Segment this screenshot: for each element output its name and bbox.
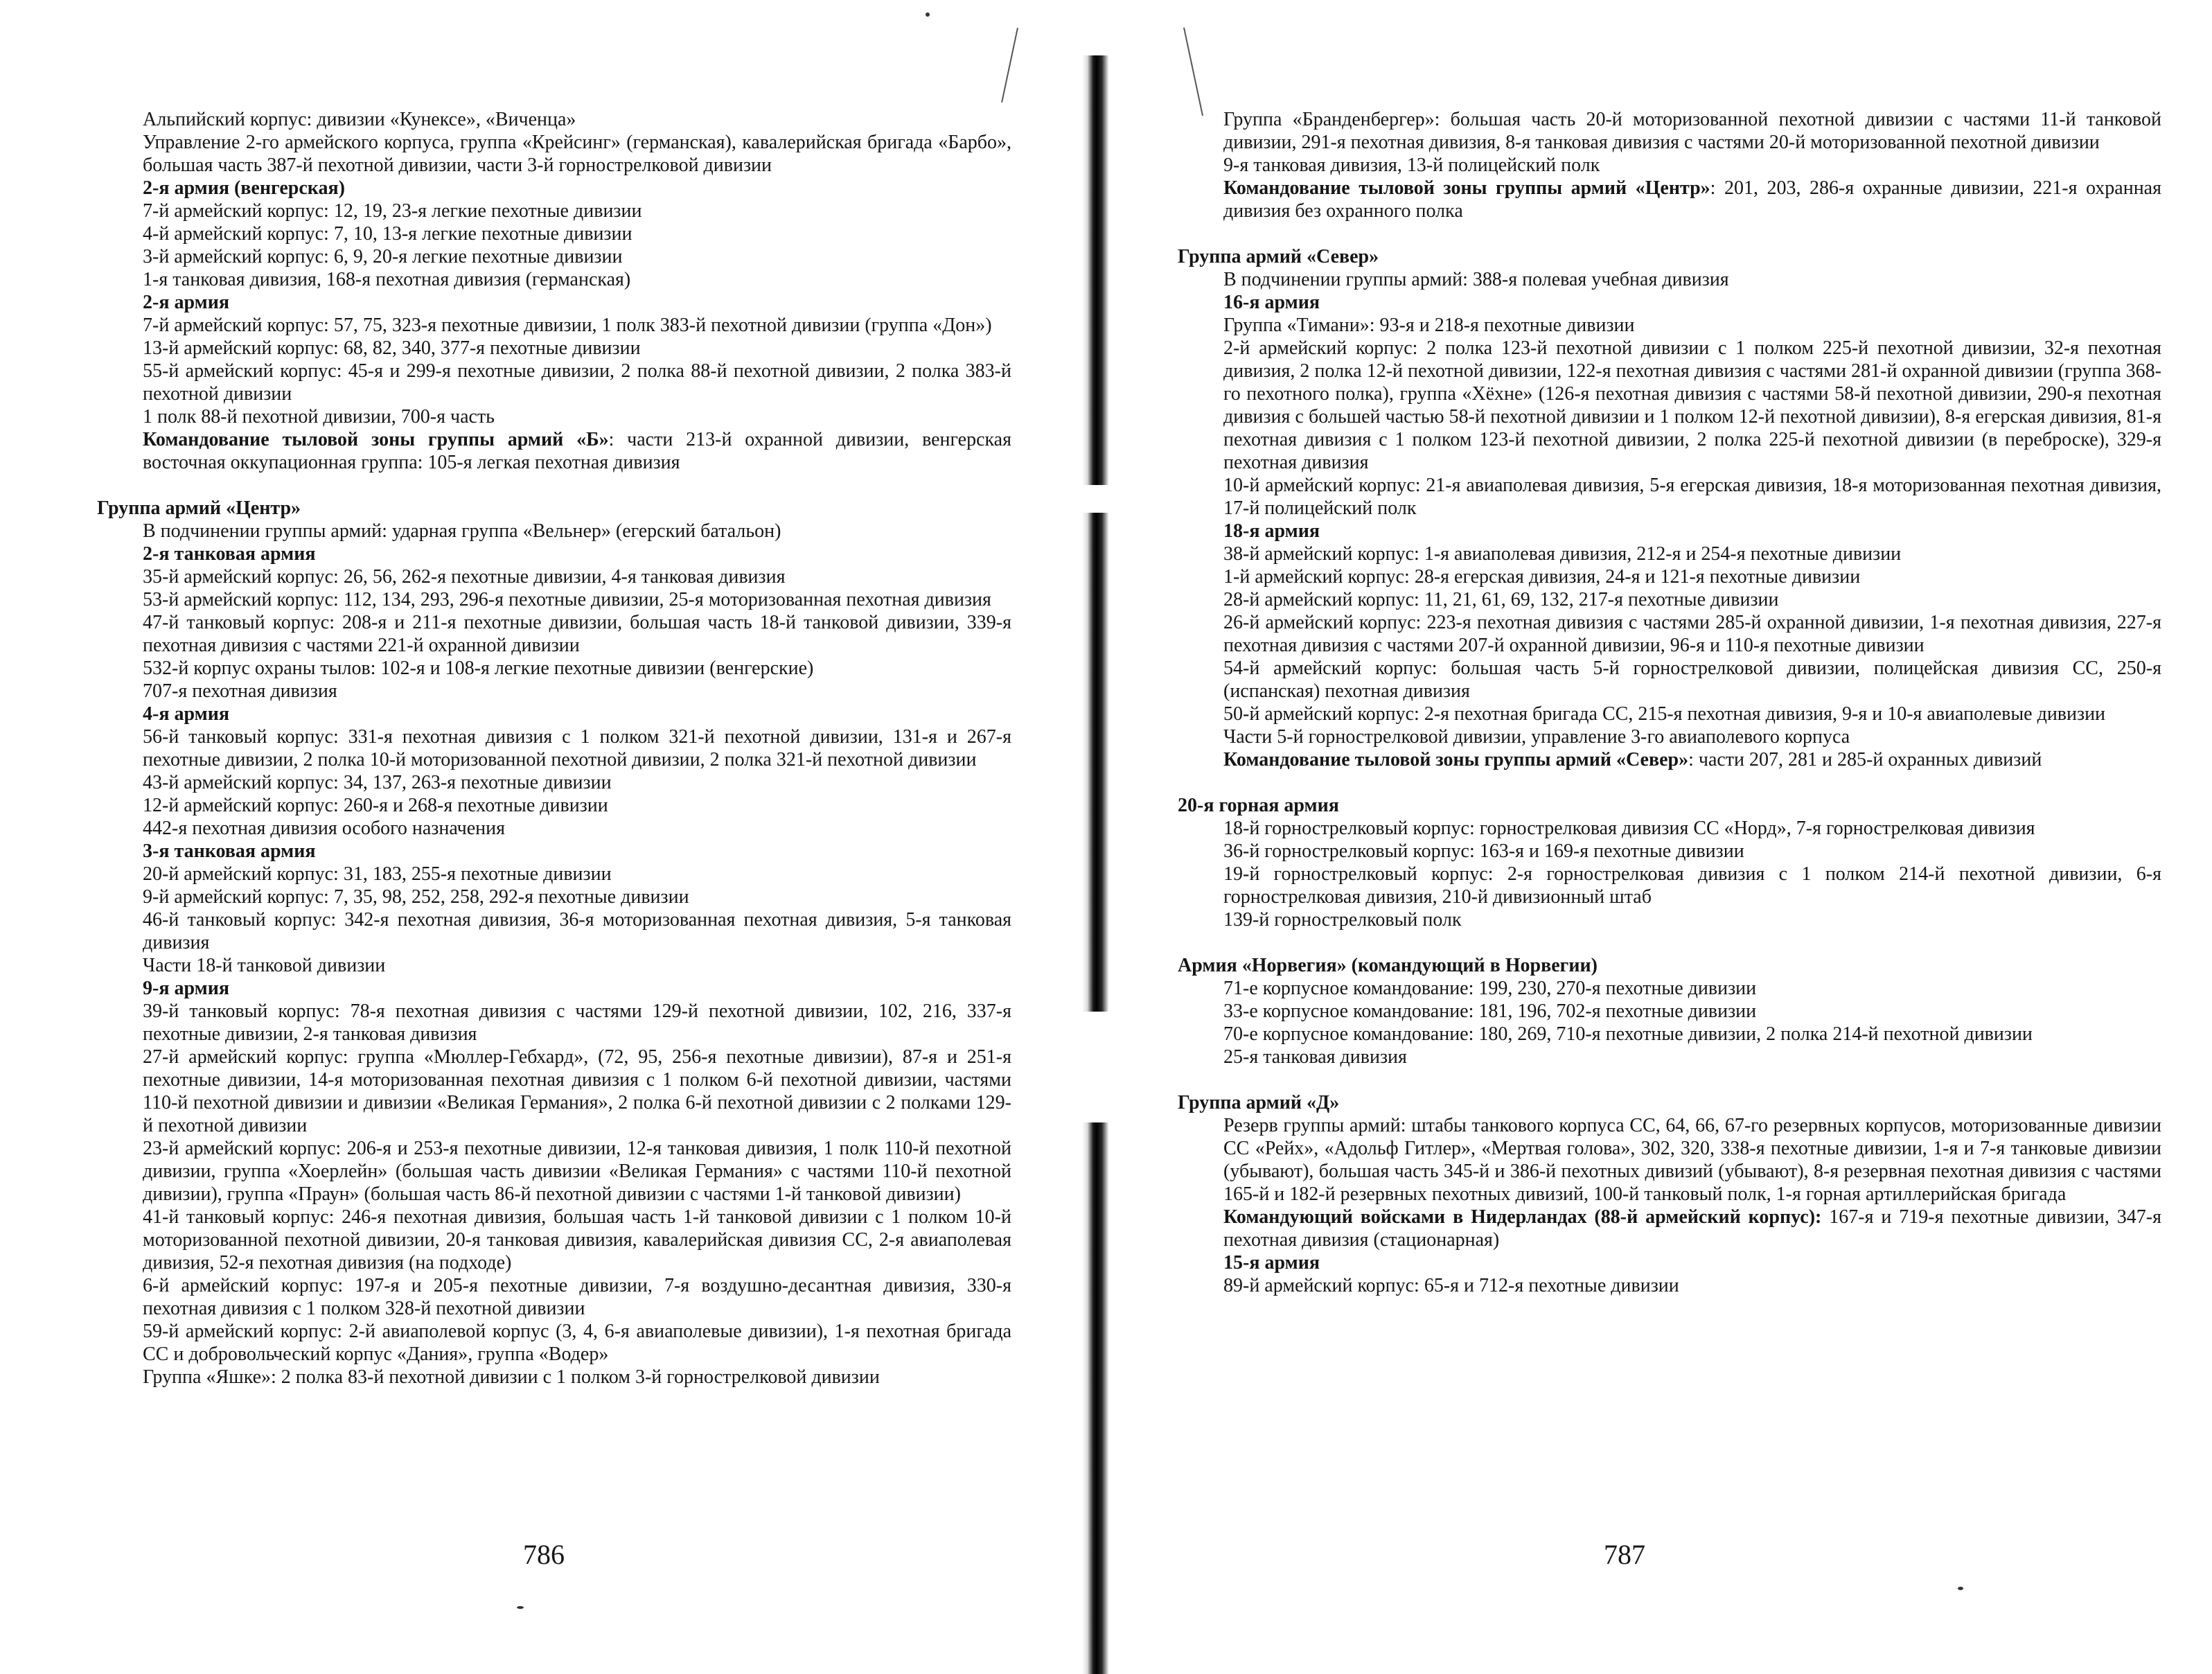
- left-page-number: 786: [523, 1539, 565, 1570]
- order-of-battle-entry: Части 5-й горнострелковой дивизии, управление 3-го авиаполевого корпуса: [1223, 726, 1850, 748]
- order-of-battle-entry: 36-й горнострелковый корпус: 163-я и 169-я пехотные дивизии: [1223, 840, 1744, 862]
- order-of-battle-entry: Группа «Бранденбергер»: большая часть 20-й моторизованной пехотной дивизии с частями 11-й танковой дивизии, 291-я пехотная дивизия, 8-я танковая дивизия с частями 20-й моторизованной пехотной дивизии: [1223, 109, 2161, 153]
- order-of-battle-entry: 35-й армейский корпус: 26, 56, 262-я пехотные дивизии, 4-я танковая дивизия: [143, 566, 786, 588]
- order-of-battle-entry: 3-й армейский корпус: 6, 9, 20-я легкие пехотные дивизии: [143, 246, 623, 267]
- section-heading: Группа армий «Центр»: [97, 497, 301, 519]
- order-of-battle-entry: 43-й армейский корпус: 34, 137, 263-я пехотные дивизии: [143, 772, 612, 793]
- right-page-number: 787: [1604, 1539, 1645, 1570]
- order-of-battle-entry: 33-е корпусное командование: 181, 196, 702-я пехотные дивизии: [1223, 1001, 1757, 1022]
- order-of-battle-entry: 23-й армейский корпус: 206-я и 253-я пехотные дивизии, 12-я танковая дивизия, 1 полк 110-й пехотной дивизии, группа «Хоерлейн» (большая часть дивизии «Великая Германия» с частями 110-й пехотной дивизии), группа «Праун» (большая часть 86-й пехотной дивизии с частями 1-й танковой дивизии): [143, 1138, 1011, 1205]
- order-of-battle-entry: 7-й армейский корпус: 57, 75, 323-я пехотные дивизии, 1 полк 383-й пехотной дивизии (группа «Дон»): [143, 315, 992, 336]
- section-heading: Группа армий «Д»: [1178, 1092, 1340, 1113]
- right-page: [1108, 0, 2212, 1674]
- army-heading: 2-я танковая армия: [143, 543, 316, 565]
- order-of-battle-entry: [1178, 177, 2161, 222]
- scan-speck: [926, 12, 930, 17]
- section-heading: 20-я горная армия: [1178, 795, 1339, 816]
- entry-lead: Командующий войсками в Нидерландах (88-й армейский корпус):: [1223, 1206, 1822, 1228]
- order-of-battle-entry: Группа «Тимани»: 93-я и 218-я пехотные дивизии: [1223, 315, 1635, 336]
- order-of-battle-entry: 4-й армейский корпус: 7, 10, 13-я легкие пехотные дивизии: [143, 223, 632, 245]
- order-of-battle-entry: [1178, 1206, 2161, 1251]
- order-of-battle-entry: 532-й корпус охраны тылов: 102-я и 108-я легкие пехотные дивизии (венгерские): [143, 658, 814, 679]
- order-of-battle-entry: Резерв группы армий: штабы танкового корпуса СС, 64, 66, 67-го резервных корпусов, моторизованные дивизии СС «Рейх», «Адольф Гитлер», «Мертвая голова», 302, 320, 338-я пехотные дивизии, 1-я и 7-я танковые дивизии (убывают), большая часть 345-й и 386-й пехотных дивизий (убывают), 8-я резервная пехотная дивизия с частями 165-й и 182-й резервных пехотных дивизий, 100-й танковый полк, 1-я горная артиллерийская бригада: [1223, 1115, 2161, 1205]
- entry-text: : части 207, 281 и 285-й охранных дивизий: [1688, 749, 2042, 770]
- order-of-battle-entry: 71-е корпусное командование: 199, 230, 270-я пехотные дивизии: [1223, 978, 1757, 999]
- order-of-battle-entry: 1-я танковая дивизия, 168-я пехотная дивизия (германская): [143, 269, 631, 290]
- order-of-battle-entry: 13-й армейский корпус: 68, 82, 340, 377-я пехотные дивизии: [143, 337, 641, 359]
- scan-speck: [1958, 1587, 1963, 1590]
- order-of-battle-entry: 2-й армейский корпус: 2 полка 123-й пехотной дивизии с 1 полком 225-й пехотной дивизии, 32-я пехотная дивизия, 2 полка 12-й пехотной дивизии, 122-я пехотная дивизия с частями 281-й охранной дивизии (группа 368-го пехотного полка), группа «Хёхне» (126-я пехотная дивизия с частями 58-й пехотной дивизии, 290-я пехотная дивизия с большей частью 58-й пехотной дивизии и 1 полком 12-й пехотной дивизии), 8-я егерская дивизия, 81-я пехотная дивизия с 1 полком 123-й пехотной дивизии, 2 полка 225-й пехотной дивизии (в переброске), 329-я пехотная дивизия: [1223, 337, 2161, 473]
- army-heading: 2-я армия: [143, 292, 229, 313]
- order-of-battle-entry: 56-й танковый корпус: 331-я пехотная дивизия с 1 полком 321-й пехотной дивизии, 131-я и 267-я пехотные дивизии, 2 полка 10-й моторизованной пехотной дивизии, 2 полка 321-й пехотной дивизии: [143, 726, 1011, 770]
- order-of-battle-entry: Части 18-й танковой дивизии: [143, 955, 386, 976]
- order-of-battle-entry: 39-й танковый корпус: 78-я пехотная дивизия с частями 129-й пехотной дивизии, 102, 216, 337-я пехотные дивизии, 2-я танковая дивизия: [143, 1001, 1011, 1045]
- order-of-battle-entry: 38-й армейский корпус: 1-я авиаполевая дивизия, 212-я и 254-я пехотные дивизии: [1223, 543, 1902, 565]
- order-of-battle-entry: [1178, 748, 2161, 771]
- entry-text: : 201, 203, 286-я охранные дивизии, 221-я охранная дивизия без охранного полка: [1223, 177, 2161, 222]
- army-heading: 4-я армия: [143, 703, 229, 725]
- order-of-battle-entry: 50-й армейский корпус: 2-я пехотная бригада СС, 215-я пехотная дивизия, 9-я и 10-я авиаполевые дивизии: [1223, 703, 2106, 725]
- army-heading: 18-я армия: [1223, 520, 1320, 542]
- order-of-battle-entry: 9-я танковая дивизия, 13-й полицейский полк: [1223, 155, 1600, 176]
- order-of-battle-entry: 10-й армейский корпус: 21-я авиаполевая дивизия, 5-я егерская дивизия, 18-я моторизованная пехотная дивизия, 17-й полицейский полк: [1223, 475, 2161, 519]
- order-of-battle-entry: 25-я танковая дивизия: [1223, 1046, 1407, 1068]
- order-of-battle-entry: В подчинении группы армий: 388-я полевая учебная дивизия: [1223, 269, 1729, 290]
- book-gutter: [1082, 55, 1108, 1674]
- order-of-battle-entry: 18-й горнострелковый корпус: горнострелковая дивизия СС «Норд», 7-я горнострелковая дивизия: [1223, 818, 2035, 839]
- army-heading: 9-я армия: [143, 978, 229, 999]
- order-of-battle-entry: 12-й армейский корпус: 260-я и 268-я пехотные дивизии: [143, 795, 608, 816]
- left-page: [0, 0, 1053, 1674]
- order-of-battle-entry: 41-й танковый корпус: 246-я пехотная дивизия, большая часть 1-й танковой дивизии с 1 полком 10-й моторизованной пехотной дивизии, 20-я танковая дивизия, кавалерийская дивизия СС, 2-я авиаполевая дивизия, 52-я пехотная дивизия (на подходе): [143, 1206, 1011, 1274]
- entry-lead: Командование тыловой зоны группы армий «Север»: [1223, 749, 1689, 770]
- army-heading: 2-я армия (венгерская): [143, 177, 345, 199]
- scan-speck: [517, 1606, 524, 1609]
- order-of-battle-entry: 54-й армейский корпус: большая часть 5-й горнострелковой дивизии, полицейская дивизия СС, 250-я (испанская) пехотная дивизия: [1223, 658, 2161, 702]
- order-of-battle-entry: 70-е корпусное командование: 180, 269, 710-я пехотные дивизии, 2 полка 214-й пехотной дивизии: [1223, 1023, 2033, 1045]
- order-of-battle-entry: 442-я пехотная дивизия особого назначения: [143, 818, 505, 839]
- order-of-battle-entry: 7-й армейский корпус: 12, 19, 23-я легкие пехотные дивизии: [143, 200, 642, 222]
- order-of-battle-entry: 28-й армейский корпус: 11, 21, 61, 69, 132, 217-я пехотные дивизии: [1223, 589, 1779, 610]
- order-of-battle-entry: 46-й танковый корпус: 342-я пехотная дивизия, 36-я моторизованная пехотная дивизия, 5-я танковая дивизия: [143, 909, 1011, 953]
- order-of-battle-entry: 1 полк 88-й пехотной дивизии, 700-я часть: [143, 406, 495, 428]
- order-of-battle-entry: 27-й армейский корпус: группа «Мюллер-Гебхард», (72, 95, 256-я пехотные дивизии), 87-я и 251-я пехотные дивизии, 14-я моторизованная пехотная дивизия с 1 полком 6-й пехотной дивизии, частями 110-й пехотной дивизии и дивизии «Великая Германия», 2 полка 6-й пехотной дивизии с 2 полками 129-й пехотной дивизии: [143, 1046, 1011, 1136]
- order-of-battle-entry: [97, 428, 1011, 474]
- army-heading: 3-я танковая армия: [143, 840, 316, 862]
- order-of-battle-entry: Группа «Яшке»: 2 полка 83-й пехотной дивизии с 1 полком 3-й горнострелковой дивизии: [143, 1366, 880, 1388]
- order-of-battle-entry: В подчинении группы армий: ударная группа «Вельнер» (егерский батальон): [143, 520, 781, 542]
- left-page-text: [97, 108, 1011, 1389]
- order-of-battle-entry: 6-й армейский корпус: 197-я и 205-я пехотные дивизии, 7-я воздушно-десантная дивизия, 330-я пехотная дивизия с 1 полком 328-й пехотной дивизии: [143, 1275, 1011, 1319]
- entry-text: 167-я и 719-я пехотные дивизии, 347-я пехотная дивизия (стационарная): [1223, 1206, 2161, 1251]
- order-of-battle-entry: 55-й армейский корпус: 45-я и 299-я пехотные дивизии, 2 полка 88-й пехотной дивизии, 2 полка 383-й пехотной дивизии: [143, 360, 1011, 405]
- army-heading: 16-я армия: [1223, 292, 1320, 313]
- army-heading: 15-я армия: [1223, 1252, 1320, 1274]
- order-of-battle-entry: 59-й армейский корпус: 2-й авиаполевой корпус (3, 4, 6-я авиаполевые дивизии), 1-я пехотная бригада СС и добровольческий корпус «Дания», группа «Водер»: [143, 1321, 1011, 1365]
- order-of-battle-entry: 1-й армейский корпус: 28-я егерская дивизия, 24-я и 121-я пехотные дивизии: [1223, 566, 1861, 588]
- right-page-text: [1178, 108, 2161, 1297]
- order-of-battle-entry: 26-й армейский корпус: 223-я пехотная дивизия с частями 285-й охранной дивизии, 1-я пехотная дивизия, 227-я пехотная дивизия с частями 207-й охранной дивизии, 96-я и 110-я пехотные дивизии: [1223, 612, 2161, 656]
- order-of-battle-entry: 9-й армейский корпус: 7, 35, 98, 252, 258, 292-я пехотные дивизии: [143, 886, 689, 908]
- order-of-battle-entry: Управление 2-го армейского корпуса, группа «Крейсинг» (германская), кавалерийская бригада «Барбо», большая часть 387-й пехотной дивизии, части 3-й горнострелковой дивизии: [143, 132, 1011, 176]
- entry-lead: Командование тыловой зоны группы армий «Центр»: [1223, 177, 1710, 199]
- order-of-battle-entry: Альпийский корпус: дивизии «Кунексе», «Виченца»: [143, 109, 576, 130]
- order-of-battle-entry: 20-й армейский корпус: 31, 183, 255-я пехотные дивизии: [143, 863, 612, 885]
- order-of-battle-entry: 139-й горнострелковый полк: [1223, 909, 1462, 931]
- entry-text: : части 213-й охранной дивизии, венгерская восточная оккупационная группа: 105-я легкая пехотная дивизия: [143, 429, 1011, 473]
- section-heading: Армия «Норвегия» (командующий в Норвегии): [1178, 955, 1598, 976]
- order-of-battle-entry: 89-й армейский корпус: 65-я и 712-я пехотные дивизии: [1223, 1275, 1679, 1296]
- order-of-battle-entry: 53-й армейский корпус: 112, 134, 293, 296-я пехотные дивизии, 25-я моторизованная пехотная дивизия: [143, 589, 991, 610]
- section-heading: Группа армий «Север»: [1178, 246, 1379, 267]
- order-of-battle-entry: 19-й горнострелковый корпус: 2-я горнострелковая дивизия с 1 полком 214-й пехотной дивизии, 6-я горнострелковая дивизия, 210-й дивизионный штаб: [1223, 863, 2161, 908]
- order-of-battle-entry: 707-я пехотная дивизия: [143, 680, 337, 702]
- entry-lead: Командование тыловой зоны группы армий «Б»: [143, 429, 609, 450]
- order-of-battle-entry: 47-й танковый корпус: 208-я и 211-я пехотные дивизии, большая часть 18-й танковой дивизии, 339-я пехотная дивизия с частями 221-й охранной дивизии: [143, 612, 1011, 656]
